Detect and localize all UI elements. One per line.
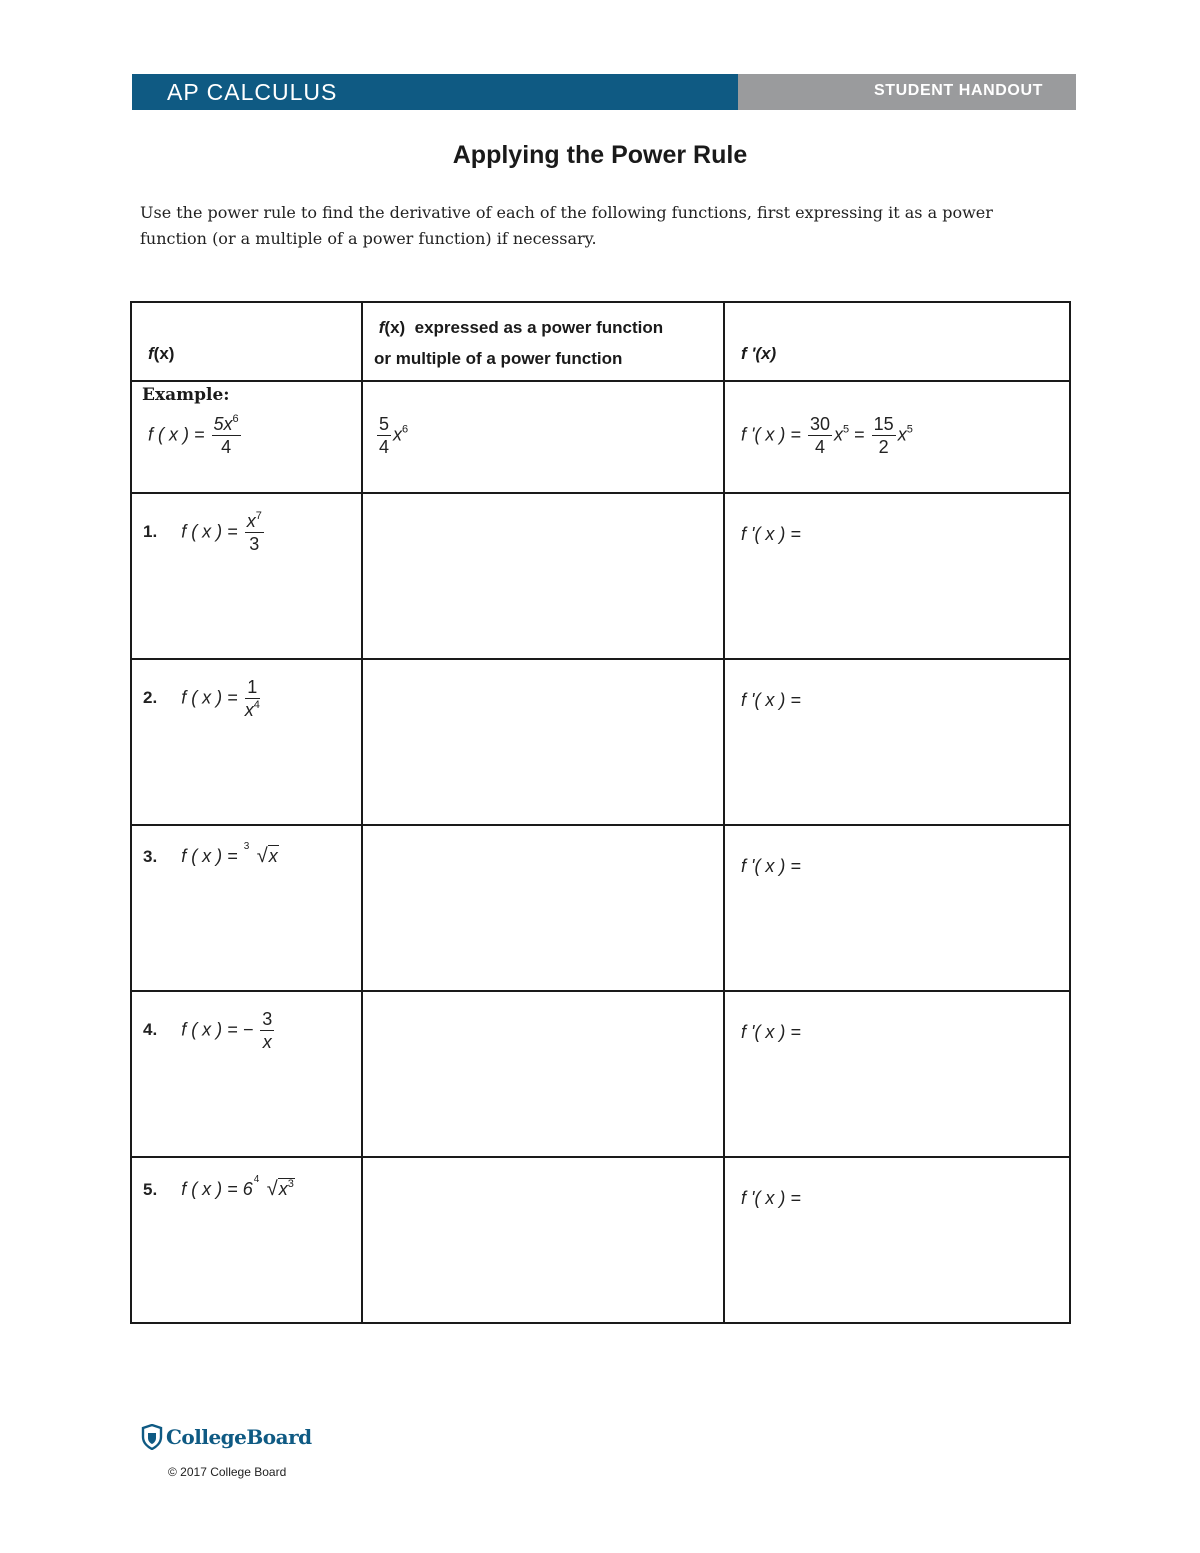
problem-2-fx: 2. f ( x ) = $\frac{1}{x^4}$ xyxy=(131,659,362,825)
example-row xyxy=(131,381,1070,493)
logo-text: CollegeBoard xyxy=(166,1425,312,1449)
problem-3-power-answer[interactable] xyxy=(362,825,724,991)
copyright: © 2017 College Board xyxy=(168,1465,287,1479)
power-rule-table xyxy=(130,301,1071,1324)
header-derivative: f '(x) xyxy=(724,302,1070,381)
problem-1-power-answer[interactable] xyxy=(362,493,724,659)
problem-1-derivative[interactable]: f '( x ) = xyxy=(724,493,1070,659)
problem-row xyxy=(131,1157,1070,1323)
instructions: Use the power rule to find the derivative of each of the following functions, first expressing it as a power function (or a multiple of a power function) if necessary. xyxy=(140,203,993,248)
example-label: Example: xyxy=(142,385,230,405)
problem-4-fx: 4. f ( x ) = − $\frac{3}{x}$ xyxy=(131,991,362,1157)
problem-2-power-answer[interactable] xyxy=(362,659,724,825)
fourth-root: 4 $√x^3$ xyxy=(253,1174,294,1200)
problem-4-derivative[interactable]: f '( x ) = xyxy=(724,991,1070,1157)
problem-4-power-answer[interactable] xyxy=(362,991,724,1157)
problem-row xyxy=(131,825,1070,991)
example-derivative-cell: f '( x ) = $\frac{30}{4}$ $x^5$ = $\frac{15}{2}$ $x^5$ xyxy=(724,381,1070,493)
problem-row xyxy=(131,659,1070,825)
table-header-row xyxy=(131,302,1070,381)
college-board-logo xyxy=(141,1424,312,1450)
example-power-cell: $\frac{5}{4}$ $x^6$ xyxy=(362,381,724,493)
problem-3-fx: 3. f ( x ) = 3 √x xyxy=(131,825,362,991)
header-banner xyxy=(132,74,1076,110)
header-fx: f(x) xyxy=(131,302,362,381)
problem-1-fx: 1. f ( x ) = $\frac{x^7}{3}$ xyxy=(131,493,362,659)
acorn-shield-icon xyxy=(141,1424,163,1450)
course-title: AP CALCULUS xyxy=(167,79,338,105)
problem-row xyxy=(131,493,1070,659)
example-fx-cell: Example: f ( x ) = $\frac{5x^6}{4}$ xyxy=(131,381,362,493)
problem-5-fx: 5. f ( x ) = 6 4 $√x^3$ xyxy=(131,1157,362,1323)
page-title: Applying the Power Rule xyxy=(452,141,748,169)
problem-2-derivative[interactable]: f '( x ) = xyxy=(724,659,1070,825)
problem-row xyxy=(131,991,1070,1157)
cube-root: 3 √x xyxy=(243,841,278,867)
problem-5-power-answer[interactable] xyxy=(362,1157,724,1323)
problem-3-derivative[interactable]: f '( x ) = xyxy=(724,825,1070,991)
header-power-function: f(x) expressed as a power function or multiple of a power function xyxy=(362,302,724,381)
problem-5-derivative[interactable]: f '( x ) = xyxy=(724,1157,1070,1323)
handout-banner xyxy=(738,74,1076,110)
handout-label: STUDENT HANDOUT xyxy=(874,82,1043,99)
course-banner xyxy=(132,74,738,110)
